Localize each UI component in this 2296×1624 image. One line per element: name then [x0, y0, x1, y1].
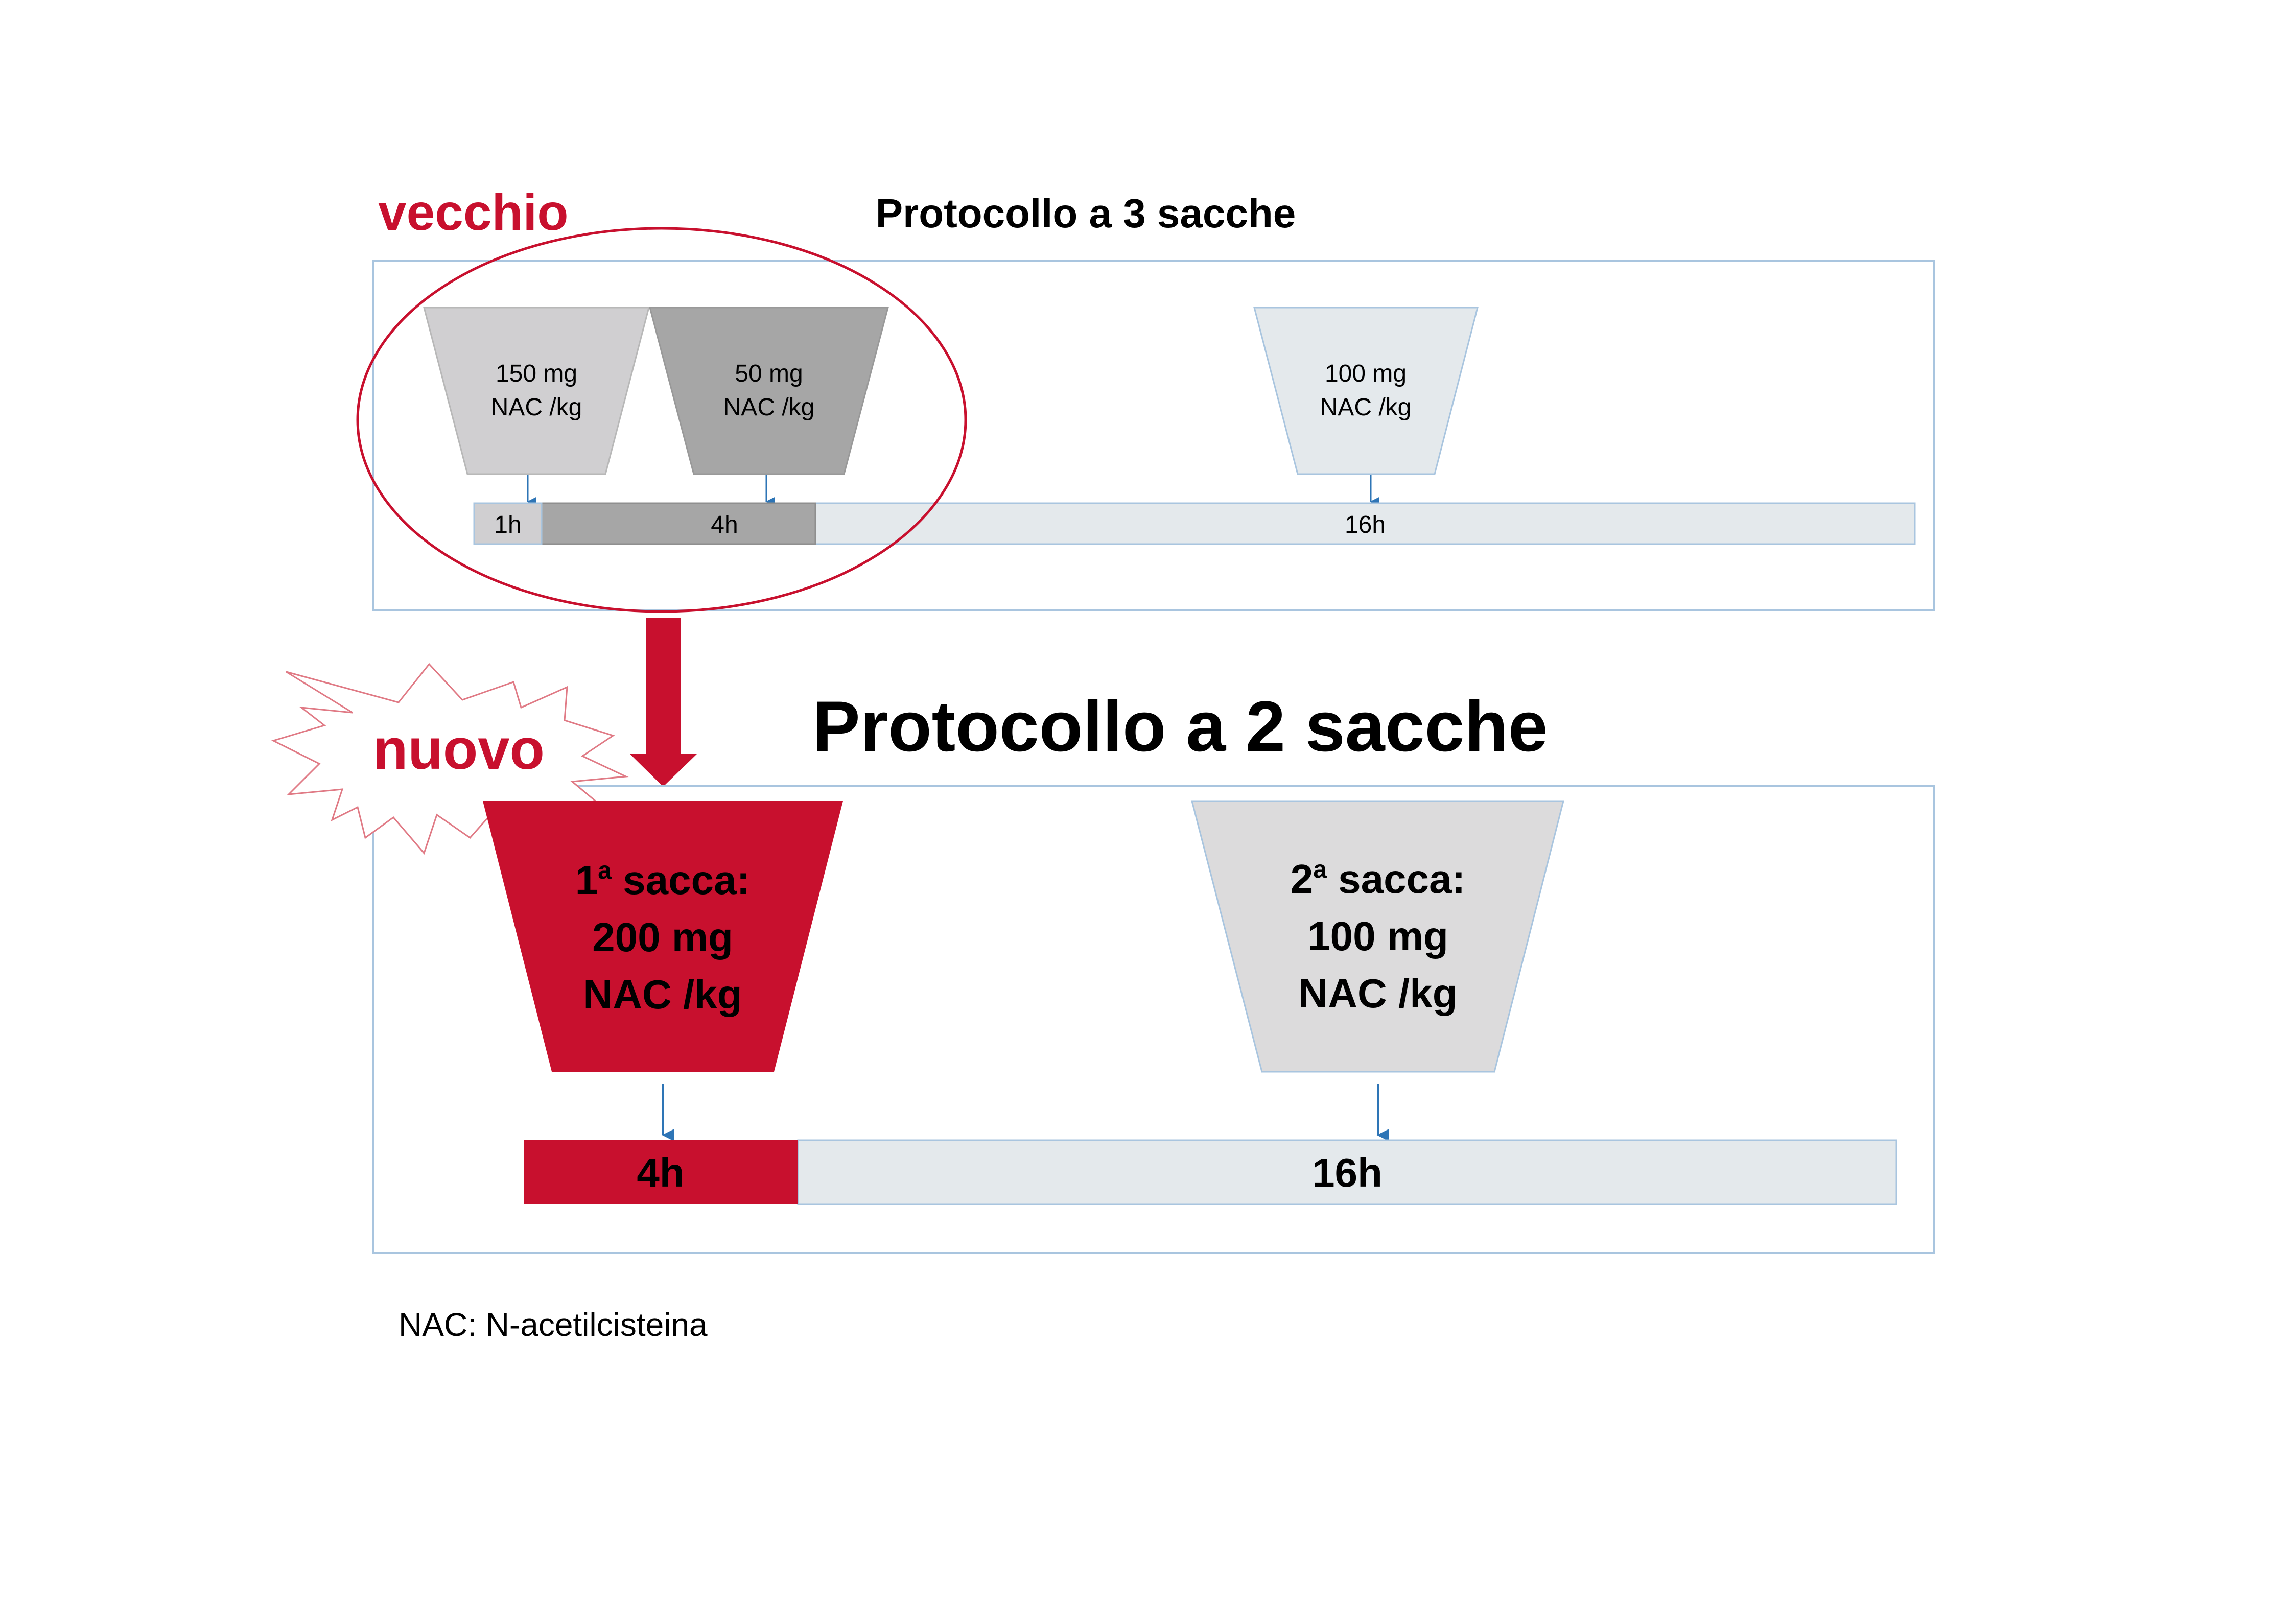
new-bag-1-sup: a	[598, 857, 612, 884]
new-bag-2-dose: 100 mg	[1307, 913, 1448, 959]
new-bag-1-number: 1	[575, 857, 598, 903]
old-protocol-title: Protocollo a 3 sacche	[875, 191, 1296, 236]
new-timeline-label-4h: 4h	[637, 1150, 685, 1195]
old-bag-3-dose: 100 mg	[1324, 360, 1407, 387]
old-bag-1-dose: 150 mg	[495, 360, 578, 387]
new-bag-1-word: sacca:	[611, 857, 751, 903]
new-timeline-label-16h: 16h	[1312, 1150, 1383, 1195]
old-timeline-label-4h: 4h	[711, 511, 738, 538]
new-bag-2-sup: a	[1313, 856, 1327, 883]
transition-arrow	[629, 618, 697, 787]
new-badge: nuovo	[373, 717, 545, 781]
footnote: NAC: N-acetilcisteina	[399, 1306, 708, 1343]
old-bag-2-dose: 50 mg	[735, 360, 803, 387]
old-bag-2-unit: NAC /kg	[723, 394, 815, 421]
old-bag-3-unit: NAC /kg	[1320, 394, 1412, 421]
new-bag-2-unit: NAC /kg	[1298, 971, 1458, 1016]
new-protocol-title: Protocollo a 2 sacche	[812, 686, 1548, 766]
old-bag-1-unit: NAC /kg	[490, 394, 582, 421]
new-bag-2-number: 2	[1290, 856, 1314, 902]
old-timeline-label-1h: 1h	[494, 511, 522, 538]
old-timeline-label-16h: 16h	[1344, 511, 1386, 538]
new-bag-1-dose: 200 mg	[592, 914, 733, 960]
old-timeline-4h	[542, 503, 815, 544]
new-bag-2-word: sacca:	[1326, 856, 1466, 902]
old-badge: vecchio	[378, 184, 569, 241]
new-bag-1-unit: NAC /kg	[583, 972, 742, 1017]
